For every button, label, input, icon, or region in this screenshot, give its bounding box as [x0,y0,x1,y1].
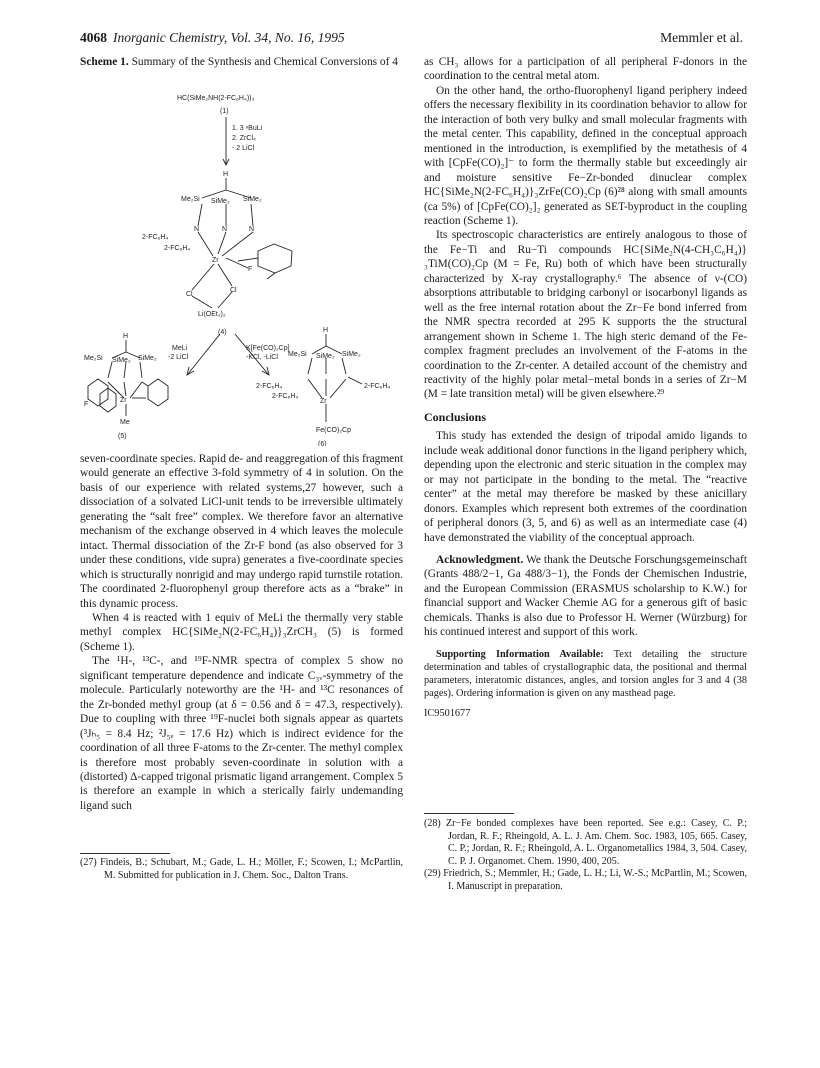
right-reagent-2: -KCl, -LiCl [246,354,278,361]
paragraph: Its spectroscopic characteristics are entirely analogous to those of the Fe−Ti and Ru−Ti compounds HC{SiMe₂N(4-CH₃C₆H₄)}₃TiM(CO)₂Cp (M = Fe, Ru) both of which have been structurally characterized by X-ray crystallography.⁶ The absence of ν-(CO) absorptions attributable to bridging carbonyl or isocarbonyl ligands as well as the free internal rotation about the Zr−Fe bond inferred from the NMR spectra recorded at 295 K supports the the structural arrangement shown in Scheme 1. The high steric demand of the Fe-complex fragment precludes an involvement of the F-atoms in the coordination to the Zr-center. A detailed account of the chemistry and reactivity of the highly polar metal−metal bonds in a series of Zr−M (M = late transition metal) will be given elsewhere.²⁹ [424,229,747,401]
c5-bond [142,382,148,386]
c6-bond [308,358,312,374]
footnote-rule [424,813,514,814]
c4-zr: Zr [212,257,219,264]
c5-label: (5) [118,433,127,440]
paragraph: as CH₃ allows for a participation of all peripheral F-donors in the coordination to the central metal atom. [424,56,747,83]
footnote-text: (27) Findeis, B.; Schubart, M.; Gade, L. H.; Möller, F.; Scowen, I.; McPartlin, M. Submitted for publication in J. Chem. Soc., Dalton Trans. [80,857,403,881]
c6-aryl-left-1: 2-FC₆H₄ [256,383,283,390]
running-header [80,30,345,46]
footnote-29: (29) Friedrich, S.; Memmler, H.; Gade, L. H.; Li, W.-S.; McPartlin, M.; Scowen, I. Manuscript in preparation. [424,868,747,892]
c6-me2si: Me₂Si [288,351,307,358]
paragraph: On the other hand, the ortho-fluorophenyl ligand periphery indeed offers the necessary flexibility in its coordination behavior to allow for the interaction of both very bulky and small molecular fragments with the metal center. This capability, defined in the conceptual approach mentioned in the introduction, is exemplified by the metathesis of 4 with [CpFe(CO)₂]⁻ to form the thermally stable but exceedingly air and moisture sensitive Fe−Zr-bonded dinuclear complex HC{SiMe₂N(2-FC₆H₄)}₃ZrFe(CO)₂Cp (6)²⁸ along with small amounts (ca 5%) of [CpFe(CO)₂]₂ generated as SET-byproduct in the coupling reaction (Scheme 1). [424,84,747,227]
c6-bond [308,379,322,398]
c4-bond [218,232,226,254]
c4-aryl-1: 2-FC₆H₄ [142,234,169,241]
left-reagent-1: MeLi [172,345,188,352]
acknowledgment-paragraph [424,553,747,640]
running-authors: Memmler et al. [660,30,743,45]
reagent-3: - 2 LiCl [232,145,255,152]
c4-bond [218,292,232,308]
c4-cl-2: Cl [230,287,237,294]
supporting-info-paragraph [424,648,747,701]
c4-bond [202,190,226,198]
c4-bond [238,258,258,261]
footnote-28: (28) Zr−Fe bonded complexes have been reported. See e.g.: Casey, C. P.; Jordan, R. F.; Rheingold, A. L. J. Am. Chem. Soc. 1983, 105, 665. Casey, C. P.; Jordan, R. F.; Rheingold, A. L. Organometallics 1984, 3, 504. Casey, C. P. J. Organomet. Chem. 1990, 400, 205. [424,818,747,867]
c5-bond [130,382,142,398]
right-reagent-1: K[Fe(CO)₂Cp] [246,345,290,352]
paragraph: This study has extended the design of tripodal amido ligands to include weak additional donor functions in the ligand periphery which, depending upon the electronic and steric situation in the complex may or may not participate in the bonding to the metal. The “reactive center” at the metal may therefore be masked by these anicillary donors. Examples which represent both extremes of the coordination of peripheral donors (3, 5, and 6) as well as an intermediate case (4) have demonstrated the viability of the conceptual approach. [424,430,747,544]
step-label: (1) [220,108,229,115]
c4-bond [198,204,202,226]
c4-f: F [248,266,253,273]
c4-label: (4) [218,329,227,336]
c4-n-right: N [249,226,255,233]
paragraph: When 4 is reacted with 1 equiv of MeLi the thermally very stable methyl complex HC{SiMe₂N(2-FC₆H₄)}₃ZrCH₃ (5) is formed (Scheme 1). [80,611,403,653]
c4-phenyl-ring [258,244,292,273]
c4-bond [222,232,253,256]
scheme-diagram [80,86,403,446]
c6-bond [348,377,362,384]
c5-f: F [84,401,89,408]
scheme-1-figure [80,86,403,446]
paragraph: The ¹H-, ¹³C-, and ¹⁹F-NMR spectra of complex 5 show no significant temperature dependence and indicate C₃ᵥ-symmetry of the molecule. Particularly noteworthy are the ¹H- and ¹³C resonances of the Zr-bonded methyl group (at δ = 0.56 and δ = 47.3, respectively). Due to coupling with three ¹⁹F-nuclei both signals appear as quartets (³Jₕ₅ = 8.4 Hz; ²J₅ₑ = 17.6 Hz) which is indirect evidence for the coordination of all three F-atoms to the Zr-center. The methyl complex is therefore most probably seven-coordinate in solution with a (distorted) Δ-capped trigonal prismatic ligand arrangement. Complex 5 is therefore an example in which a sterically fairly undemanding ligand such [80,655,403,812]
conclusions-heading: Conclusions [424,409,487,424]
c6-aryl-left-2: 2-FC₆H₄ [272,393,299,400]
paragraph: seven-coordinate species. Rapid de- and reaggregation of this fragment would generate an effective 3-fold symmetry of 4 in solution. On the basis of our experience with related systems,27 however, such a dissociation of a solvated LiCl-unit tends to be irreversible ultimately generating the “salt free” complex. We therefore favor an alternative mechanism of the exchange observed in 4 which leaves the molecule intact. Thermal dissociation of the Zr-F bond (as also observed for 3 under these conditions, vide supra) generates a five-coordinate species which is structurally nonrigid and may undergo rapid turnstile rotation. The coordinated 2-fluorophenyl group therefore acts as a “brake” in this dynamic process. [80,453,403,610]
supporting-info-heading: Supporting Information Available: [436,648,604,660]
arrow-shaft-left [188,334,220,374]
c6-bond [330,379,346,398]
c4-aryl-2: 2-FC₆H₄ [164,245,191,252]
c4-bond [267,273,275,279]
scheme-caption-label: Scheme 1. [80,56,129,68]
c4-cl-1: Cl [186,291,193,298]
c4-n-mid: N [222,226,228,233]
footnotes-right [424,818,747,894]
c4-me2si-left: Me₂Si [181,196,200,203]
c4-bond [226,258,248,268]
c6-sime2-right: SiMe₂ [342,351,361,358]
c6-bond [342,358,346,374]
c5-phenyl-ring-1 [88,379,108,406]
c5-h: H [123,333,129,340]
c4-bond [198,232,213,256]
c4-h: H [223,171,229,178]
c5-bond [124,382,126,396]
c4-bond [251,204,253,226]
c4-n-left: N [194,226,200,233]
c4-sime2-top: SiMe₂ [211,198,230,205]
c6-zr: Zr [320,398,327,405]
c5-phenyl-ring-3 [148,379,168,406]
right-column-body [424,55,747,721]
c4-bond [218,264,232,286]
c5-me: Me [120,419,130,426]
reagent-1: 1. 3 ⁿBuLi [232,125,263,132]
footnote-27 [80,857,403,882]
c5-bond [140,362,142,378]
c6-label: (6) [318,441,327,446]
supporting-info-text: Text detailing the structure determination and tables of crystallographic data, the positional and thermal parameters, interatomic distances, angles, and torsion angles for 3 and 4 (38 pages). Ordering information is given on any masthead page. [424,648,747,700]
c6-fe: Fe(CO)₂Cp [316,427,351,434]
c6-h: H [323,327,329,334]
reagent-2: 2. ZrCl₄ [232,135,256,142]
c5-sime2-right: SiMe₂ [138,355,157,362]
c5-me2si: Me₂Si [84,355,103,362]
c5-sime2: SiMe₂ [112,357,131,364]
left-column-body [80,452,403,813]
c5-zr: Zr [120,397,127,404]
start-compound: HC(SiMe₂NH(2-FC₆H₄))₃ [177,95,255,102]
page-number: 4068 [80,30,107,45]
manuscript-code: IC9501677 [424,708,471,720]
acknowledgment-heading: Acknowledgment. [436,553,524,566]
c4-li: Li(OEt₂)₂ [198,311,226,318]
c5-bond [124,362,126,378]
left-reagent-2: -2 LiCl [168,354,189,361]
c4-bond [192,296,212,308]
acknowledgment-text: We thank the Deutsche Forschungsgemeinschaft (Grants 488/2−1, Ga 488/3−1), the Fonds der Chemischen Industrie, and the European Commission (ERASMUS scholarship to K.W.) for financial support and Wacker Chemie AG for a generous gift of basic chemicals. Thanks is also due to Professor H. Werner (Würzburg) for his continued interest and support of this work. [424,553,747,639]
c5-bond [108,362,112,378]
c4-sime2-right: SiMe₂ [243,196,262,203]
scheme-caption-text: Summary of the Synthesis and Chemical Conversions of 4 [131,56,398,68]
c4-bond [192,264,214,290]
c6-sime2: SiMe₂ [316,353,335,360]
journal-citation: Inorganic Chemistry, Vol. 34, No. 16, 1995 [113,30,345,45]
c6-aryl-right: 2-FC₆H₄ [364,383,391,390]
footnote-rule [80,853,170,854]
scheme-caption [80,55,403,69]
